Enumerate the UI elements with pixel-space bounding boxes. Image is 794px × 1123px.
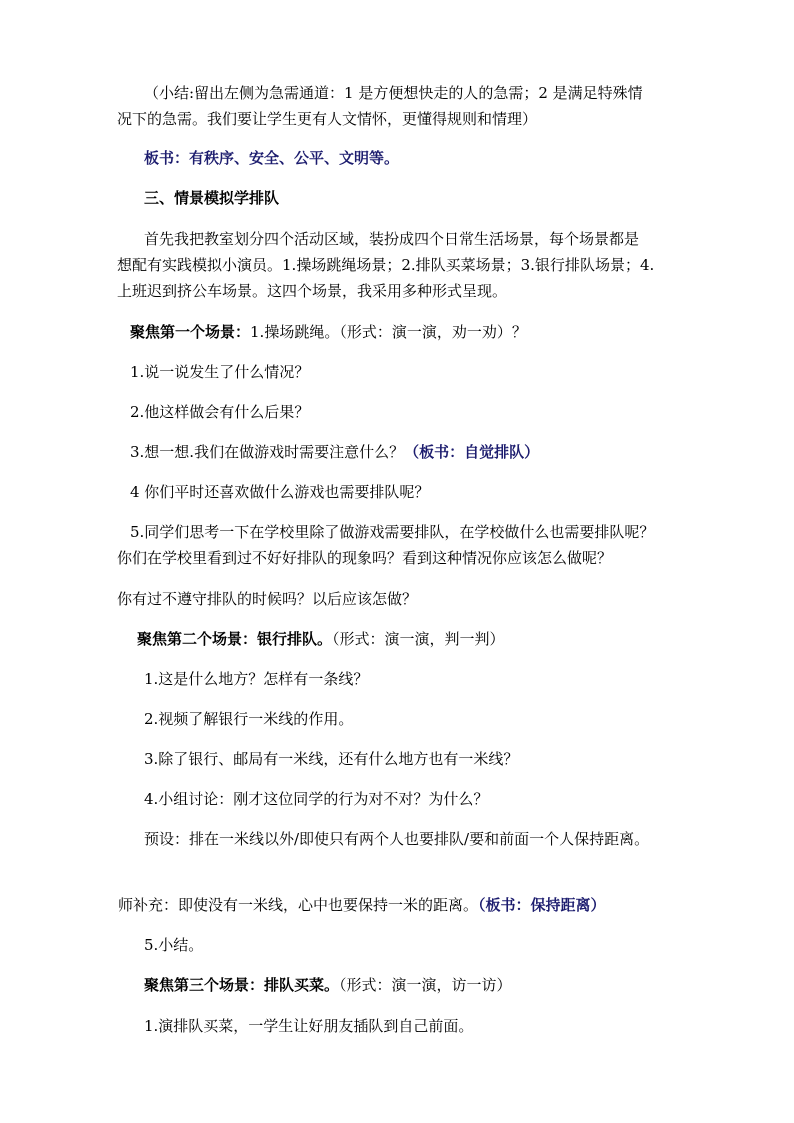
teacher-supplement-text: 师补充：即使没有一米线，心中也要保持一米的距离。 [118,896,479,914]
scene-1-question-1: 1.说一说发生了什么情况？ [130,363,310,381]
scene-2-question-3: 3.除了银行、邮局有一米线，还有什么地方也有一米线？ [144,750,519,768]
scene-2-question-2: 2.视频了解银行一米线的作用。 [144,710,354,728]
teacher-supplement [118,895,606,915]
scene-1-question-2: 2.他这样做会有什么后果？ [130,403,310,421]
scene-2-summary: 5.小结。 [144,936,204,954]
scene-3-heading [144,975,512,995]
scene-1-question-3 [130,442,539,462]
scene-1-question-5-line-1: 5.同学们思考一下在学校里除了做游戏需要排队，在学校做什么也需要排队呢？ [130,523,655,541]
scene-1-heading [130,322,527,342]
scene-3-item-1: 1.演排队买菜，一学生让好朋友插队到自己前面。 [144,1017,474,1035]
board-note-2: （板书：自觉排队） [404,443,540,461]
scene-2-question-1: 1.这是什么地方？怎样有一条线？ [144,670,369,688]
scene-2-question-4: 4.小组讨论：刚才这位同学的行为对不对？为什么？ [144,790,489,808]
scene-3-heading-bold: 聚焦第三个场景：排队买菜。 [144,976,340,994]
scene-1-heading-rest: 1.操场跳绳。（形式：演一演，劝一劝）？ [250,323,527,341]
board-note-1: 板书：有秩序、安全、公平、文明等。 [144,149,400,167]
summary-line-2: 况下的急需。我们要让学生更有人文情怀，更懂得规则和情理） [117,110,538,128]
scene-3-heading-rest: （形式：演一演，访一访） [339,976,512,994]
intro-line-1: 首先我把教室划分四个活动区域，装扮成四个日常生活场景，每个场景都是 [144,230,640,248]
scene-1-question-3-text: 3.想一想.我们在做游戏时需要注意什么？ [130,443,405,461]
board-note-3: （板书：保持距离） [478,896,606,914]
scene-1-question-5-line-2: 你们在学校里看到过不好好排队的现象吗？看到这种情况你应该怎么做呢？ [117,549,613,567]
scene-1-question-6: 你有过不遵守排队的时候吗？以后应该怎做？ [117,590,418,608]
intro-line-2: 想配有实践模拟小演员。1.操场跳绳场景；2.排队买菜场景；3.银行排队场景；4. [117,256,655,274]
scene-2-preset: 预设：排在一米线以外/即使只有两个人也要排队/要和前面一个人保持距离。 [144,830,650,848]
scene-1-question-4: 4 你们平时还喜欢做什么游戏也需要排队呢？ [130,483,430,501]
scene-1-heading-bold: 聚焦第一个场景： [130,323,251,341]
section-heading-3: 三、情景模拟学排队 [144,189,280,207]
intro-line-3: 上班迟到挤公车场景。这四个场景，我采用多种形式呈现。 [117,282,508,300]
scene-2-heading [137,629,505,649]
summary-line-1: （小结:留出左侧为急需通道：1 是方便想快走的人的急需；2 是满足特殊情 [144,84,643,102]
scene-2-heading-rest: （形式：演一演，判一判） [332,630,505,648]
scene-2-heading-bold: 聚焦第二个场景：银行排队。 [137,630,333,648]
